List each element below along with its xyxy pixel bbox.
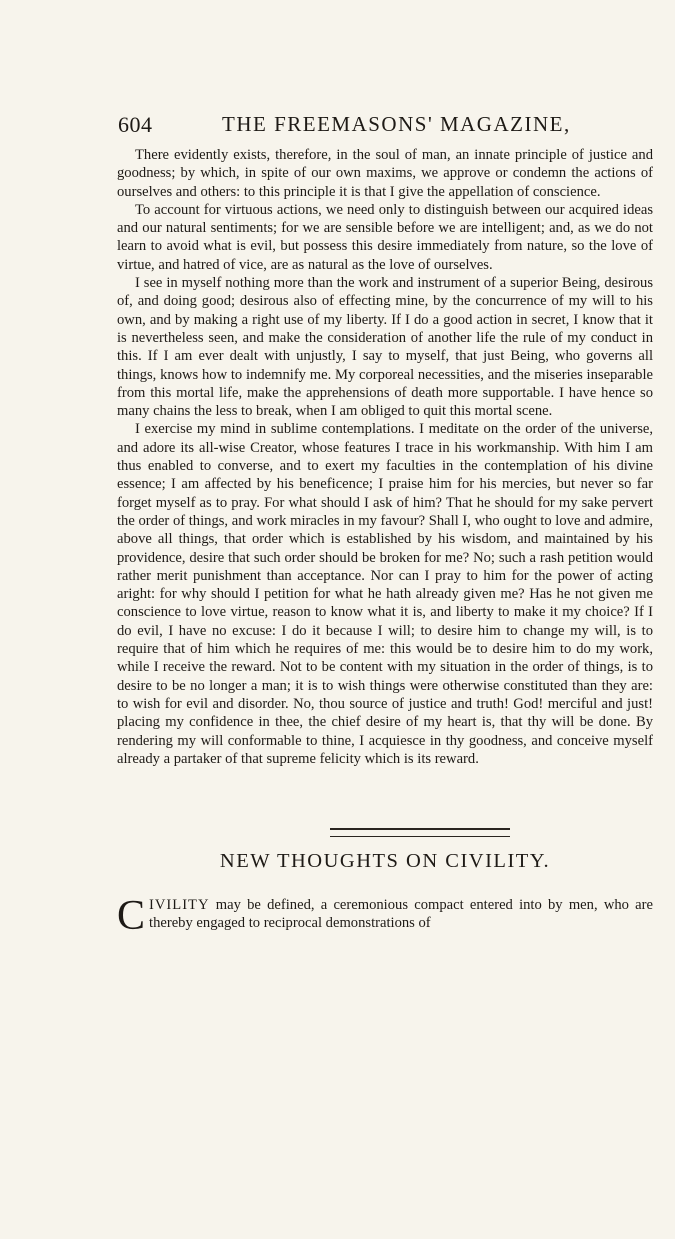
paragraph: There evidently exists, therefore, in the soul of man, an innate principle of justice and goodness; by which, in spite of our own maxims, we approve or condemn the actions of ourselves and others: to this principle it is that I give the appellation of conscience. — [117, 147, 653, 200]
running-head — [118, 112, 658, 140]
drop-cap: C — [117, 893, 146, 939]
paragraph: I exercise my mind in sublime contemplations. I meditate on the order of the universe, and adore its all-wise Creator, whose features I trace in his workmanship. With him I am thus enabled to converse, and to exert my faculties in the contemplation of his divine essence; I am affected by his beneficence; I praise him for his mercies, but never so far forget myself as to pray. For what should I ask of him? That he should for my sake pervert the order of things, and work miracles in my favour? Shall I, who ought to love and admire, above all things, that order which is established by his wisdom, and maintained by his providence, desire that such order should be broken for me? No; such a rash petition would rather merit punishment than acceptance. Nor can I pray to him for the power of acting aright: for why should I petition for what he hath already given me? Has he not given me conscience to love virtue, reason to know what it is, and liberty to make it my choice? If I do evil, I have no excuse: I do it because I will; to desire him to change my will, is to require that of him which he requires of me: this would be to desire him to do my work, while I receive the reward. Not to be content with my situation in the order of things, is to desire to be no longer a man; it is to wish things were otherwise constituted than they are: to wish for evil and disorder. No, thou source of justice and truth! God! merciful and just! placing my confidence in thee, the chief desire of my heart is, that thy will be done. By rendering my will conformable to thine, I acquiesce in thy goodness, and conceive myself already a partaker of that supreme felicity which is its reward. — [117, 421, 653, 767]
article-body — [117, 146, 653, 768]
opening-text: may be defined, a ceremonious compact entered into by men, who are thereby engaged to reciprocal demonstrations of — [149, 897, 653, 932]
paragraph: To account for virtuous actions, we need only to distinguish between our acquired ideas and our natural sentiments; for we are sensible before we are intelligent; and, as we do not learn to avoid what is evil, but possess this desire immediately from nature, so the love of virtue, and hatred of vice, are as natural as the love of ourselves. — [117, 201, 653, 273]
section-title: NEW THOUGHTS ON CIVILITY. — [219, 850, 551, 872]
section-divider — [330, 828, 510, 837]
page-number: 604 — [118, 112, 153, 137]
paragraph: I see in myself nothing more than the work and instrument of a superior Being, desirous of, and doing good; desirous also of effecting mine, by the concurrence of my will to his own, and by making a right use of my liberty. If I do a good action in secret, I know that it is nevertheless seen, and make the consideration of another life the rule of my conduct in this. If I am ever dealt with unjustly, I say to myself, that just Being, who governs all things, knows how to indemnify me. My corporeal necessities, and the miseries inseparable from this mortal life, make the apprehensions of death more supportable. I have hence so many chains the less to break, when I am obliged to quit this mortal scene. — [117, 275, 653, 420]
section-opening — [117, 893, 653, 939]
first-word-rest: IVILITY — [149, 897, 210, 913]
magazine-title: THE FREEMASONS' MAGAZINE, — [222, 112, 571, 136]
